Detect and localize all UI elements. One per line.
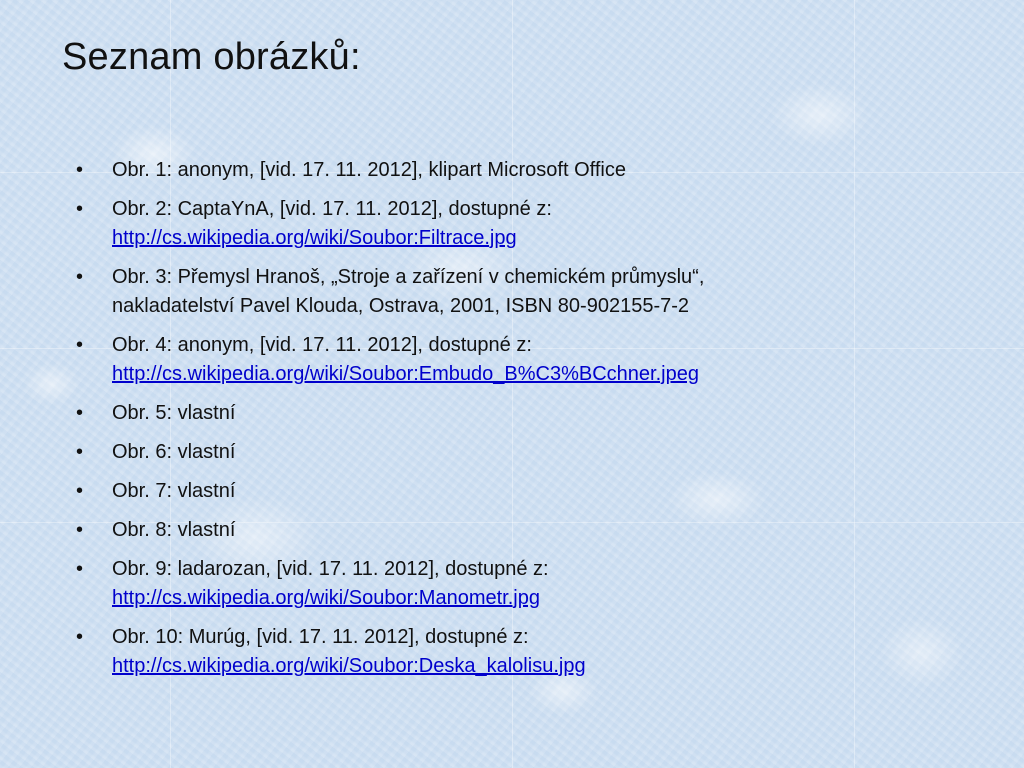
list-item-text: Obr. 6: vlastní — [112, 441, 236, 463]
list-item-text-continued: nakladatelství Pavel Klouda, Ostrava, 2001, ISBN 80-902155-7-2 — [112, 295, 690, 317]
bullet-icon: • — [76, 266, 84, 288]
list-item-6 — [76, 438, 976, 467]
list-item-text: Obr. 1: anonym, [vid. 17. 11. 2012], klipart Microsoft Office — [112, 159, 626, 181]
list-item-8 — [76, 516, 976, 545]
bullet-icon: • — [76, 558, 84, 580]
slide-title: Seznam obrázků: — [62, 36, 361, 78]
source-link[interactable]: http://cs.wikipedia.org/wiki/Soubor:Manometr.jpg — [112, 587, 540, 609]
list-item-1 — [76, 156, 976, 185]
source-link[interactable]: http://cs.wikipedia.org/wiki/Soubor:Filtrace.jpg — [112, 227, 517, 249]
list-item-9 — [76, 555, 976, 613]
list-item-text: Obr. 4: anonym, [vid. 17. 11. 2012], dostupné z: — [112, 334, 532, 356]
bullet-icon: • — [76, 519, 84, 541]
list-item-3 — [76, 263, 976, 321]
list-item-7 — [76, 477, 976, 506]
list-item-text: Obr. 8: vlastní — [112, 519, 236, 541]
list-item-text: Obr. 10: Murúg, [vid. 17. 11. 2012], dostupné z: — [112, 626, 529, 648]
bullet-icon: • — [76, 198, 84, 220]
bullet-icon: • — [76, 626, 84, 648]
list-item-text: Obr. 9: ladarozan, [vid. 17. 11. 2012], dostupné z: — [112, 558, 549, 580]
source-link[interactable]: http://cs.wikipedia.org/wiki/Soubor:Embudo_B%C3%BCchner.jpeg — [112, 363, 699, 385]
bullet-icon: • — [76, 402, 84, 424]
image-list — [76, 156, 976, 691]
list-item-10 — [76, 623, 976, 681]
source-link[interactable]: http://cs.wikipedia.org/wiki/Soubor:Deska_kalolisu.jpg — [112, 655, 586, 677]
list-item-5 — [76, 399, 976, 428]
list-item-4 — [76, 331, 976, 389]
bullet-icon: • — [76, 441, 84, 463]
list-item-text: Obr. 7: vlastní — [112, 480, 236, 502]
list-item-2 — [76, 195, 976, 253]
bullet-icon: • — [76, 334, 84, 356]
list-item-text: Obr. 5: vlastní — [112, 402, 236, 424]
list-item-text: Obr. 2: CaptaYnA, [vid. 17. 11. 2012], dostupné z: — [112, 198, 552, 220]
bullet-icon: • — [76, 480, 84, 502]
bullet-icon: • — [76, 159, 84, 181]
list-item-text: Obr. 3: Přemysl Hranoš, „Stroje a zařízení v chemickém průmyslu“, — [112, 266, 705, 288]
